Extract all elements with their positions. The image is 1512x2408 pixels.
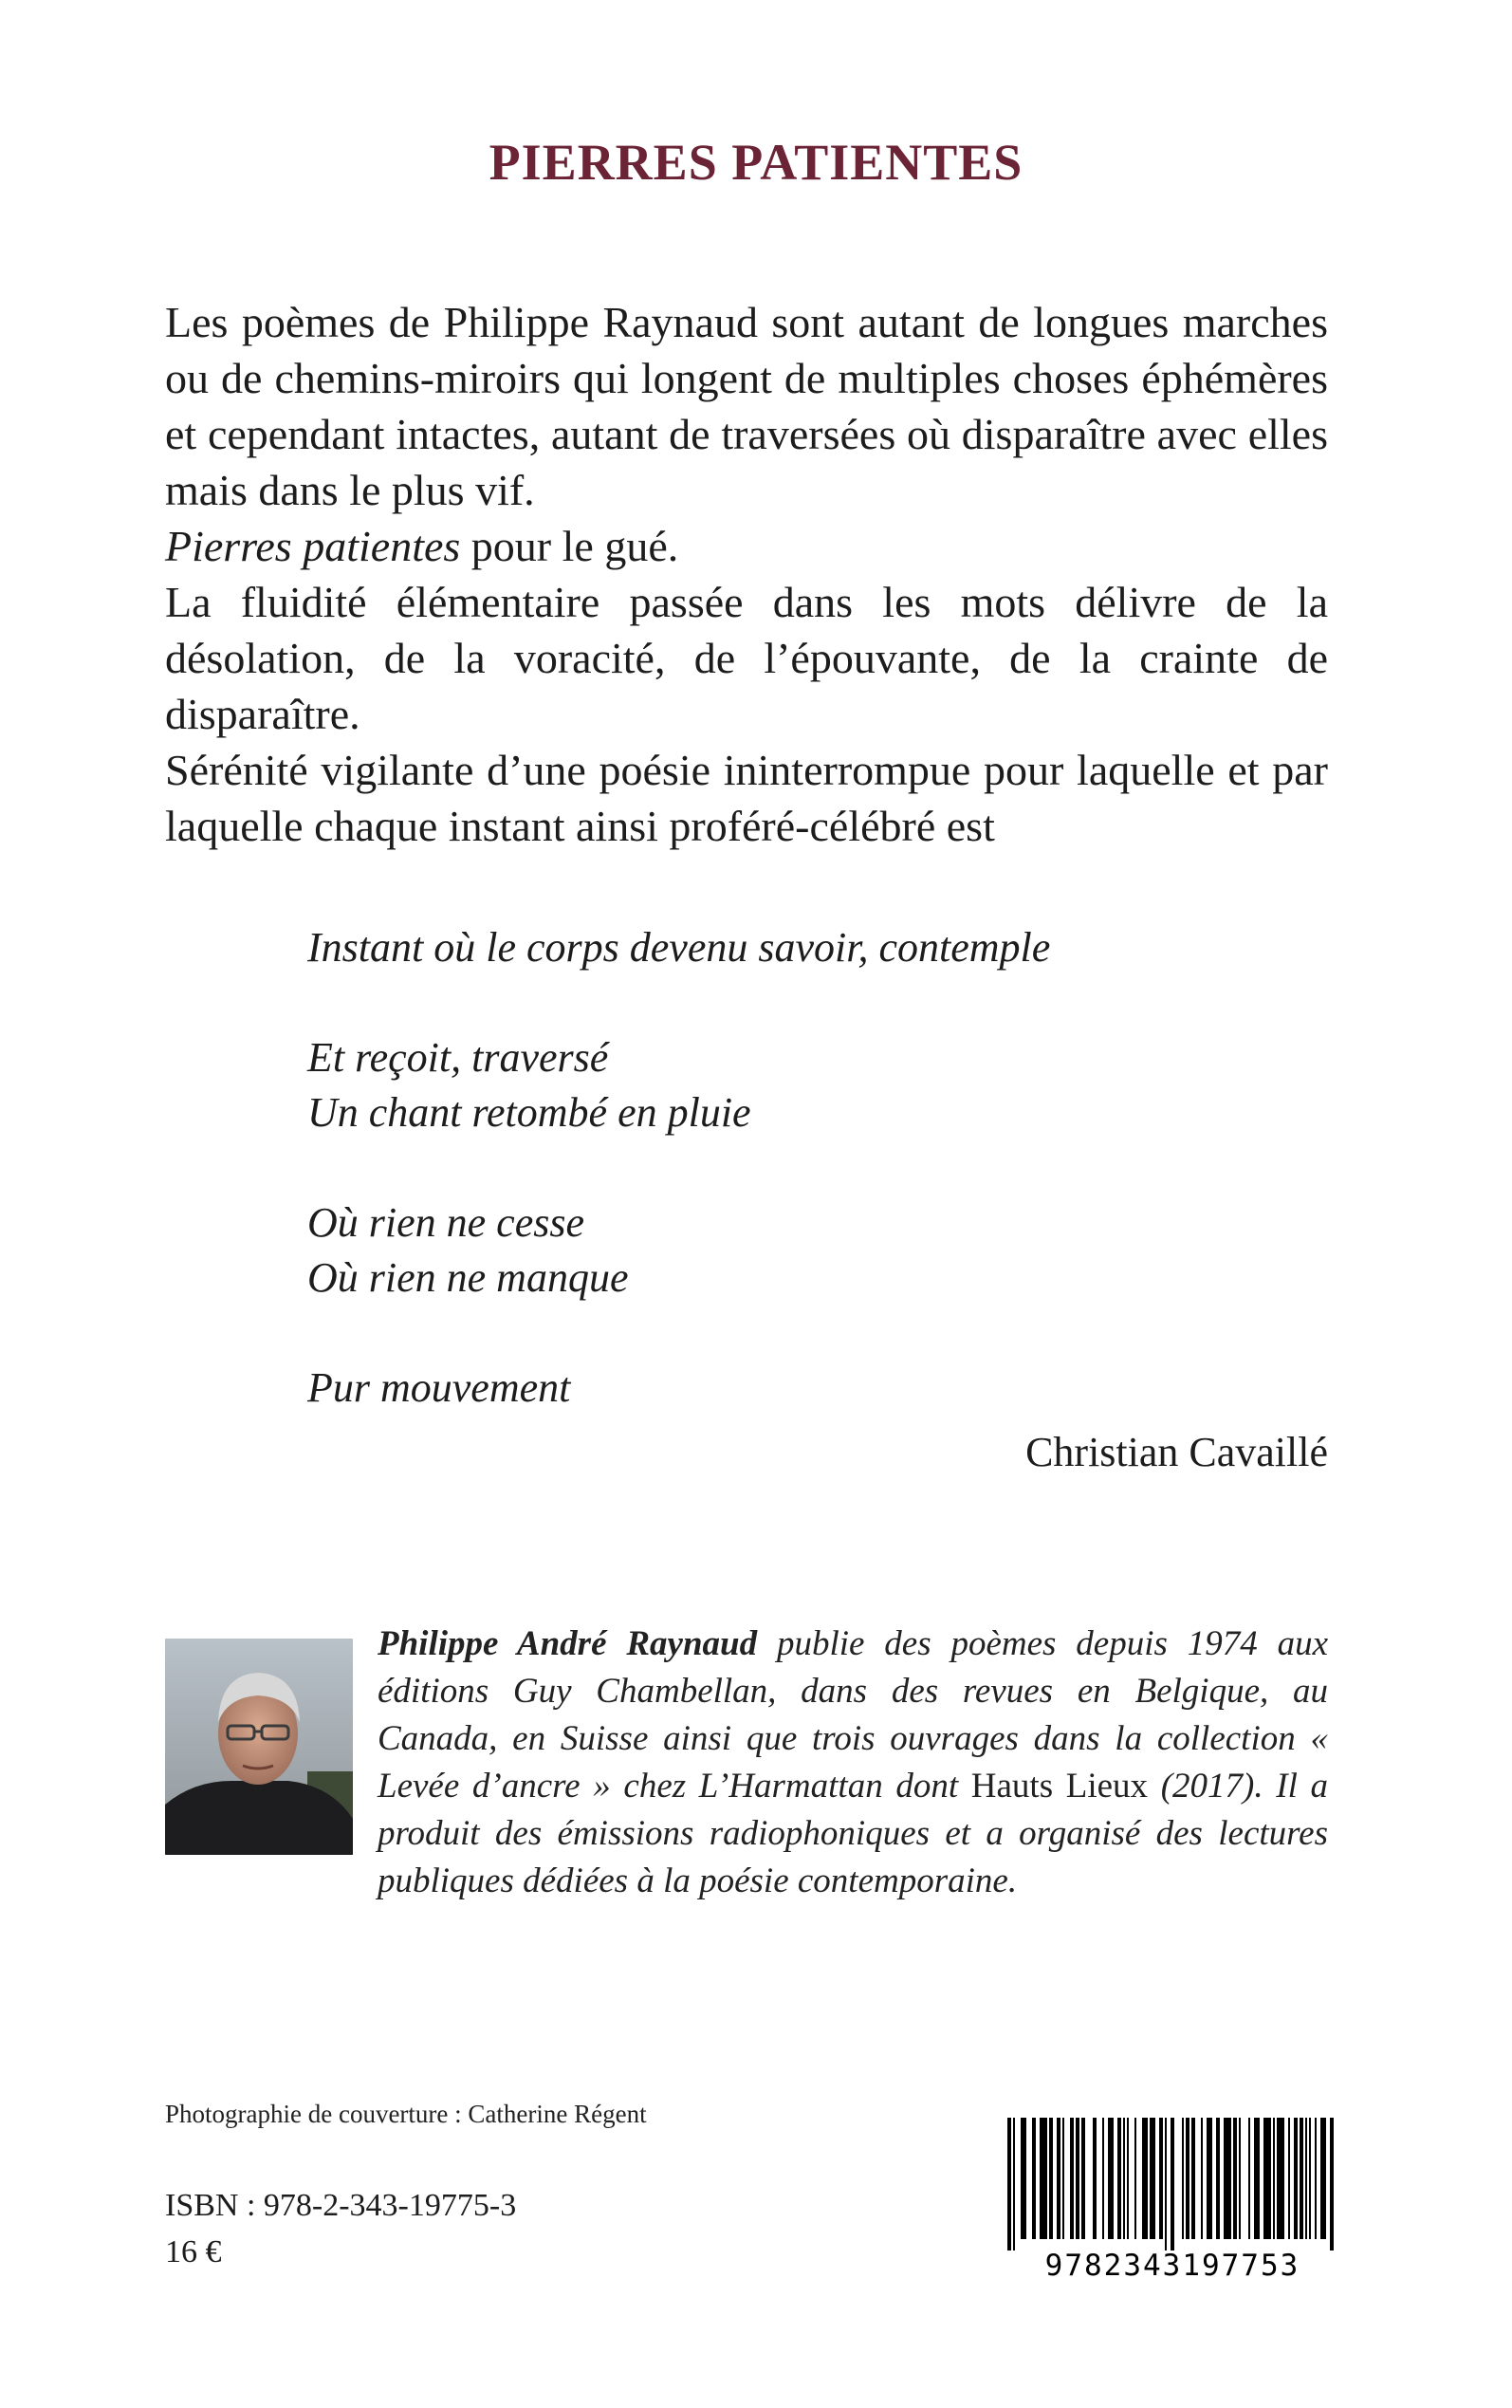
bio-text-1: publie des poèmes depuis 1974 aux éditions Guy Chambellan, dans des revues en Belgique, au Canada, en Suisse ainsi que trois ouvrages dans la collection « Levée d’ancre » chez L’Harmattan dont [378, 1624, 1328, 1806]
barcode-bar [1309, 2118, 1311, 2239]
barcode-bar [1294, 2118, 1298, 2239]
barcode-bar [1070, 2118, 1074, 2239]
barcode [1004, 2114, 1341, 2281]
poem-excerpt [307, 920, 1256, 1416]
barcode-bar [1127, 2118, 1129, 2239]
title-italic: Pierres patientes [165, 522, 461, 570]
bio-text-2: (2017). Il a produit des émissions radiophoniques et a organisé des lectures publiques dédiées à la poésie contemporaine. [378, 1767, 1328, 1900]
barcode-bar [1315, 2118, 1317, 2239]
barcode-bar [1049, 2118, 1053, 2239]
author-bio [378, 1621, 1328, 1905]
barcode-bar [1102, 2118, 1104, 2239]
barcode-bar [1062, 2118, 1064, 2239]
barcode-bar [1007, 2118, 1011, 2251]
barcode-bar [1330, 2118, 1334, 2251]
barcode-bar [1076, 2118, 1079, 2239]
barcode-bar [1273, 2118, 1275, 2239]
barcode-bar [1201, 2118, 1203, 2239]
barcode-bar [1159, 2118, 1163, 2239]
barcode-bar [1108, 2118, 1114, 2239]
barcode-bar [1165, 2118, 1167, 2251]
price: 16 € [165, 2234, 222, 2269]
isbn: ISBN : 978-2-343-19775-3 [165, 2188, 517, 2223]
author-portrait-icon [165, 1639, 353, 1855]
barcode-bar [1320, 2118, 1326, 2239]
barcode-bar [1224, 2118, 1231, 2239]
review-signature: Christian Cavaillé [1025, 1429, 1328, 1475]
barcode-bar [1171, 2118, 1174, 2251]
barcode-bar [1288, 2118, 1290, 2239]
barcode-bar [1191, 2118, 1195, 2239]
barcode-bar [1254, 2118, 1260, 2239]
back-cover-text [165, 294, 1328, 854]
barcode-bar [1081, 2118, 1085, 2239]
barcode-bar [1142, 2118, 1148, 2239]
poem-line: Un chant retombé en pluie [307, 1089, 751, 1136]
barcode-bar [1013, 2118, 1015, 2251]
author-name: Philippe André Raynaud [378, 1624, 758, 1663]
barcode-bar [1040, 2118, 1047, 2239]
barcode-bar [1263, 2118, 1271, 2239]
poem-line: Instant où le corps devenu savoir, contemple [307, 924, 1051, 971]
barcode-bar [1248, 2118, 1250, 2239]
intro-paragraph-2-rest: pour le gué. [460, 522, 679, 570]
barcode-bar [1117, 2118, 1121, 2239]
poem-line: Où rien ne manque [307, 1254, 629, 1301]
barcode-bar [1021, 2118, 1026, 2239]
barcode-digits: 9782343197753 [1044, 2249, 1300, 2281]
intro-paragraph-4: Sérénité vigilante d’une poésie ininterrompue pour laquelle et par laquelle chaque instant ainsi proféré-célébré est [165, 746, 1328, 850]
photo-credit: Photographie de couverture : Catherine Régent [165, 2100, 647, 2128]
intro-paragraph-2 [165, 518, 1328, 574]
barcode-bar [1186, 2118, 1189, 2239]
poem-line: Et reçoit, traversé [307, 1034, 609, 1081]
barcode-bar [1057, 2118, 1060, 2239]
barcode-bar [1233, 2118, 1237, 2239]
intro-paragraph-1: Les poèmes de Philippe Raynaud sont autant de longues marches ou de chemins-miroirs qui longent de multiples choses éphémères et cependant intactes, autant de traversées où disparaître avec elles mais dans le plus vif. [165, 298, 1328, 514]
barcode-bar [1134, 2118, 1136, 2239]
book-title: PIERRES PATIENTES [489, 134, 1023, 191]
barcode-bar [1123, 2118, 1125, 2239]
barcode-bar [1277, 2118, 1284, 2239]
barcode-bar [1182, 2118, 1184, 2239]
poem-line: Où rien ne cesse [307, 1199, 585, 1246]
barcode-bar [1216, 2118, 1220, 2239]
barcode-bar [1239, 2118, 1241, 2239]
poem-line: Pur mouvement [307, 1364, 571, 1411]
barcode-bar [1305, 2118, 1307, 2239]
barcode-bar [1150, 2118, 1155, 2239]
bio-book-title: Hauts Lieux [970, 1767, 1149, 1806]
barcode-bar [1300, 2118, 1303, 2239]
barcode-bar [1093, 2118, 1097, 2239]
barcode-bar [1207, 2118, 1212, 2239]
barcode-bar [1032, 2118, 1036, 2239]
intro-paragraph-3: La fluidité élémentaire passée dans les mots délivre de la désolation, de la voracité, de l’épouvante, de la crainte de disparaître. [165, 578, 1328, 738]
